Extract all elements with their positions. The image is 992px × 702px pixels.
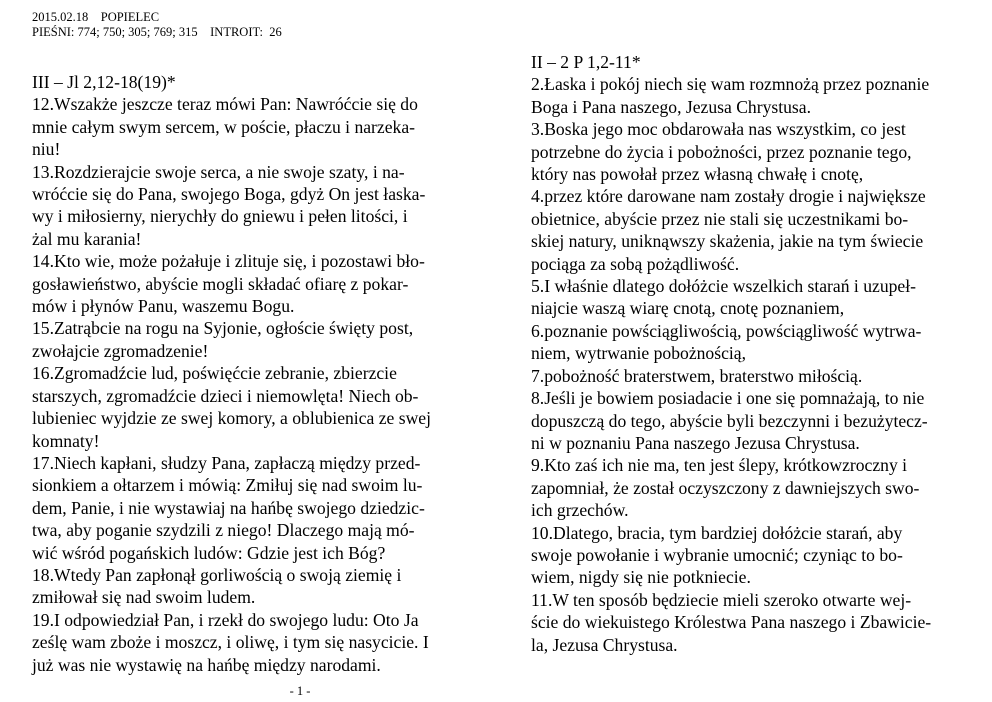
text-line: dem, Panie, i nie wystawiaj na hańbę swojego dziedzic- [32,497,425,518]
text-line: Boga i Pana naszego, Jezusa Chrystusa. [531,96,811,117]
text-line: wić wśród pogańskich ludów: Gdzie jest ich Bóg? [32,542,386,563]
text-line: 8.Jeśli je bowiem posiadacie i one się pomnażają, to nie [531,388,925,409]
text-line: 14.Kto wie, może pożałuje i zlituje się, i pozostawi bło- [32,251,425,272]
text-line: 16.Zgromadźcie lud, poświęćcie zebranie, zbierzcie [32,363,397,384]
text-line: zmiłował się nad swoim ludem. [32,587,256,608]
text-line: zwołajcie zgromadzenie! [32,340,209,361]
page-number: - 1 - [289,684,311,698]
text-line: ni w poznaniu Pana naszego Jezusa Chrystusa. [531,432,860,453]
text-line: lubieniec wyjdzie ze swej komory, a oblubienica ze swej [32,408,431,429]
text-line: 4.przez które darowane nam zostały drogie i największe [531,186,926,207]
text-line: gosławieństwo, abyście mogli składać ofiarę z pokar- [32,273,409,294]
text-line: mów i płynów Panu, waszemu Bogu. [32,296,295,317]
songs-line: PIEŚNI: 774; 750; 305; 769; 315 INTROIT: 26 [32,25,282,39]
page-header [32,10,282,40]
text-line: ście do wiekuistego Królestwa Pana naszego i Zbawicie- [531,612,932,633]
text-line: 5.I właśnie dlatego dołóżcie wszelkich starań i uzupeł- [531,276,916,297]
text-line: 19.I odpowiedział Pan, i rzekł do swojego ludu: Oto Ja [32,609,419,630]
text-line: 9.Kto zaś ich nie ma, ten jest ślepy, krótkowzroczny i [531,455,908,476]
text-line: dopuszczą do tego, abyście byli bezczynni i bezużytecz- [531,410,928,431]
text-line: ich grzechów. [531,500,629,521]
text-line: skiej natury, uniknąwszy skażenia, jakie na tym świecie [531,231,924,252]
text-line: komnaty! [32,430,100,451]
reading-title: III – Jl 2,12-18(19)* [32,72,176,92]
reading-right-column [531,51,971,656]
text-line: swoje powołanie i wybranie umocnić; czyniąc to bo- [531,544,903,565]
text-line: mnie całym swym sercem, w poście, płaczu i narzeka- [32,116,415,137]
text-line: 18.Wtedy Pan zapłonął gorliwością o swoją ziemię i [32,564,402,585]
text-line: niajcie waszą wiarę cnotą, cnotę poznaniem, [531,298,845,319]
text-line: żal mu karania! [32,228,142,249]
text-line: wróćcie się do Pana, swojego Boga, gdyż On jest łaska- [32,184,426,205]
text-line: 2.Łaska i pokój niech się wam rozmnożą przez poznanie [531,74,930,95]
text-line: obietnice, abyście przez nie stali się uczestnikami bo- [531,208,909,229]
text-line: 13.Rozdzierajcie swoje serca, a nie swoje szaty, i na- [32,161,405,182]
text-line: wiem, nigdy się nie potkniecie. [531,567,751,588]
text-line: niu! [32,139,61,160]
text-line: 11.W ten sposób będziecie mieli szeroko otwarte wej- [531,589,912,610]
text-line: 10.Dlatego, bracia, tym bardziej dołóżcie starań, aby [531,522,903,543]
text-line: 7.pobożność braterstwem, braterstwo miłością. [531,365,863,386]
text-line: 17.Niech kapłani, słudzy Pana, zapłaczą między przed- [32,452,421,473]
text-line: 3.Boska jego moc obdarowała nas wszystkim, co jest [531,119,906,140]
text-line: twa, aby poganie szydzili z niego! Dlaczego mają mó- [32,520,415,541]
reading-text [32,93,472,676]
text-line: ześlę wam zboże i moszcz, i oliwę, i tym się nasycicie. I [32,632,429,653]
text-line: już was nie wystawię na hańbę między narodami. [32,654,381,675]
reading-text [531,73,971,656]
text-line: starszych, zgromadźcie dzieci i niemowlęta! Niech ob- [32,385,419,406]
text-line: la, Jezusa Chrystusa. [531,634,678,655]
text-line: 12.Wszakże jeszcze teraz mówi Pan: Nawróćcie się do [32,94,418,115]
text-line: niem, wytrwanie pobożnością, [531,343,746,364]
text-line: wy i miłosierny, nierychły do gniewu i pełen litości, i [32,206,408,227]
reading-left-column [32,71,472,676]
date-line: 2015.02.18 POPIELEC [32,10,160,24]
text-line: 6.poznanie powściągliwością, powściągliwość wytrwa- [531,320,922,341]
text-line: potrzebne do życia i pobożności, przez poznanie tego, [531,141,912,162]
text-line: 15.Zatrąbcie na rogu na Syjonie, ogłoście święty post, [32,318,414,339]
text-line: który nas powołał przez własną chwałę i cnotę, [531,164,864,185]
text-line: pociąga za sobą pożądliwość. [531,253,740,274]
reading-title: II – 2 P 1,2-11* [531,52,641,72]
text-line: sionkiem a ołtarzem i mówią: Zmiłuj się nad swoim lu- [32,475,423,496]
text-line: zapomniał, że został oczyszczony z dawniejszych swo- [531,477,920,498]
